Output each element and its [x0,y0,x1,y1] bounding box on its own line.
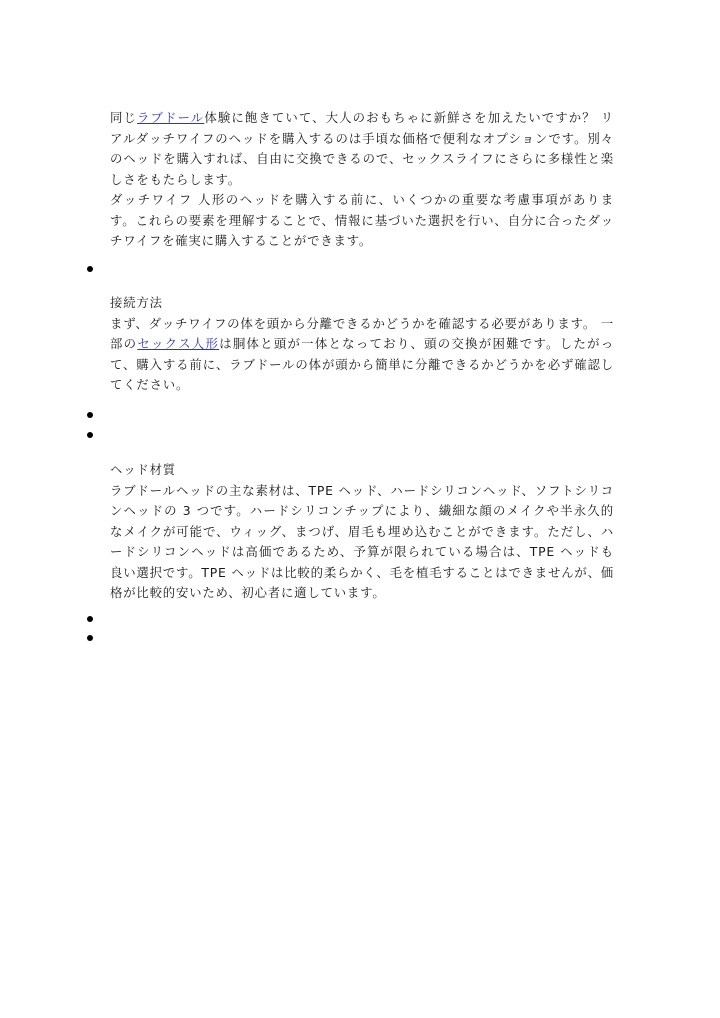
intro-text-start: 同じ [110,110,138,125]
intro-section [110,108,614,252]
material-heading: ヘッド材質 [110,462,176,477]
intro-text-rest: 体験に飽きていて、大人のおもちゃに新鮮さを加えたいですか？ リアルダッチワイフのヘッドを購入するのは手頃な価格で便利なオプションです。別々のヘッドを購入すれば、自由に交換できるので、セックスライフにさらに多様性と楽しさをもたらします。 [110,110,614,187]
bullet-point [87,616,93,622]
material-section [110,460,614,604]
bullet-point [87,412,93,418]
connection-text-start: まず、ダッチワイフの体を頭から分離できるかどうかを確認する必要があります。 一部の [110,315,614,351]
connection-heading: 接続方法 [110,295,163,310]
bullet-point [87,635,93,641]
love-doll-link[interactable]: ラブドール [137,110,205,125]
considerations-paragraph: ダッチワイフ 人形のヘッドを購入する前に、いくつかの重要な考慮事項があります。これらの要素を理解することで、情報に基づいた選択を行い、自分に合ったダッチワイフを確実に購入することができます。 [110,192,614,248]
intro-paragraph [110,108,614,190]
bullet-point [87,432,93,438]
connection-text-rest: は胴体と頭が一体となっており、頭の交換が困難です。したがって、購入する前に、ラブドールの体が頭から簡単に分離できるかどうかを必ず確認してください。 [110,336,614,392]
connection-paragraph [110,314,614,396]
connection-section [110,293,614,396]
material-paragraph: ラブドールヘッドの主な素材は、TPE ヘッド、ハードシリコンヘッド、ソフトシリコンヘッドの 3 つです。ハードシリコンチップにより、繊細な顔のメイクや半永久的なメイクが可能で、ウィッグ、まつげ、眉毛も埋め込むことができます。ただし、ハードシリコンヘッドは高価であるため、予算が限られている場合は、TPE ヘッドも良い選択です。TPE ヘッドは比較的柔らかく、毛を植毛することはできませんが、価格が比較的安いため、初心者に適しています。 [110,482,614,600]
bullet-point [87,266,93,272]
sex-doll-link[interactable]: セックス人形 [137,336,220,351]
